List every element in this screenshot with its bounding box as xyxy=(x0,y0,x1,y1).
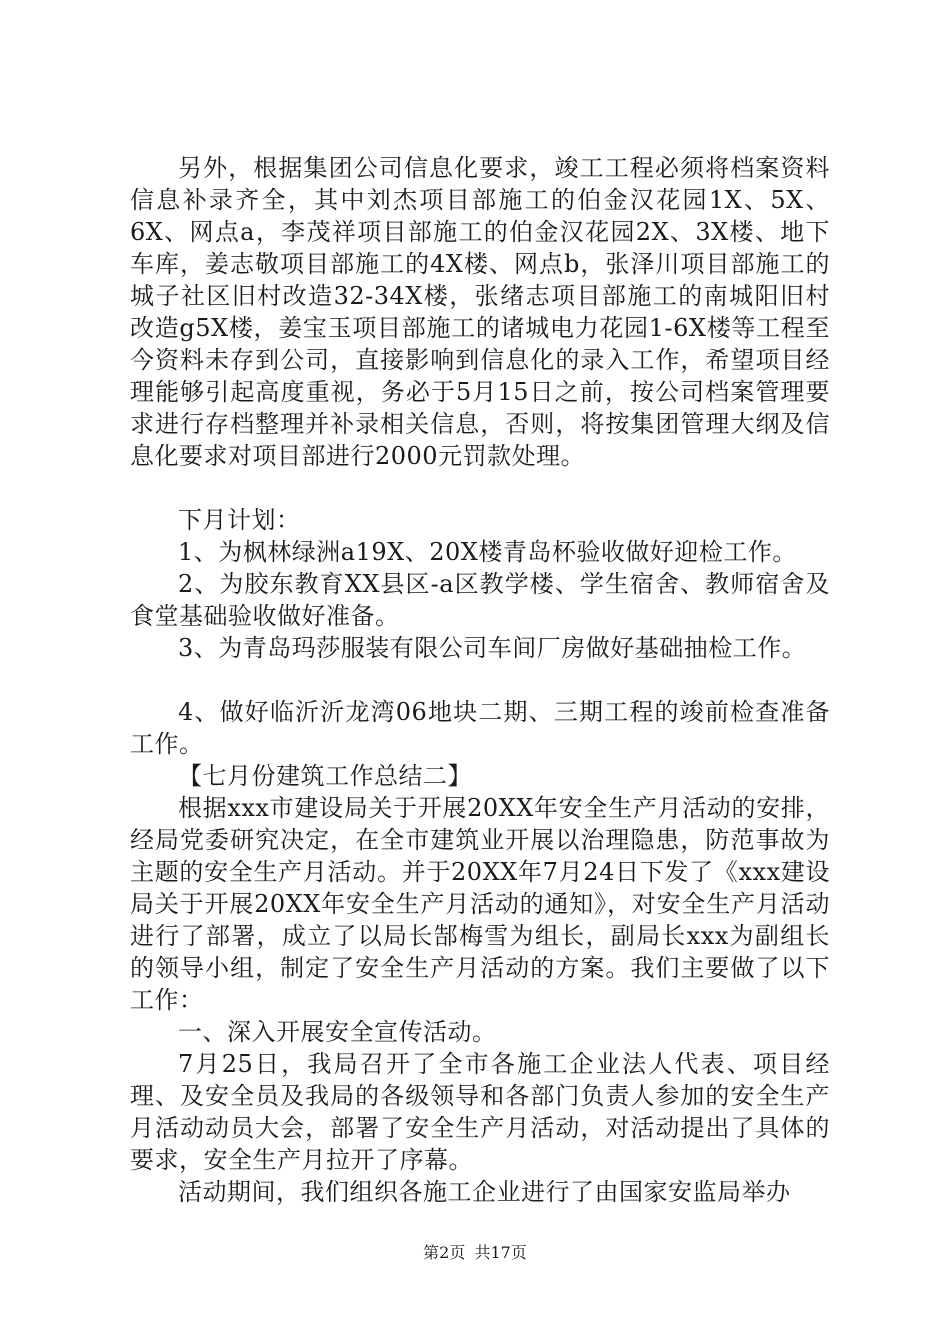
section-heading: 【七月份建筑工作总结二】 xyxy=(178,762,472,790)
paragraph-subheading-1: 一、深入开展安全宣传活动。 xyxy=(178,1018,497,1046)
page-total: 共17页 xyxy=(474,1243,527,1262)
plan-item-4: 4、做好临沂沂龙湾06地块二期、三期工程的竣前检查准备工作。 xyxy=(130,698,830,758)
paragraph-safety-month: 根据xxx市建设局关于开展20XX年安全生产月活动的安排，经局党委研究决定，在全市建筑业开展以治理隐患，防范事故为主题的安全生产月活动。并于20XX年7月24日下发了《xxx建设局关于开展20XX年安全生产月活动的通知》，对安全生产月活动进行了部署，成立了以局长郜梅雪为组长，副局长xxx为副组长的领导小组，制定了安全生产月活动的方案。我们主要做了以下工作： xyxy=(130,794,830,1014)
plan-item-1: 1、为枫林绿洲a19X、20X楼青岛杯验收做好迎检工作。 xyxy=(178,538,797,566)
document-body xyxy=(130,152,830,1208)
page-number: 第2页 xyxy=(423,1243,466,1262)
paragraph-gap xyxy=(130,472,830,504)
page-footer xyxy=(0,1243,950,1263)
paragraph-mobilization: 7月25日，我局召开了全市各施工企业法人代表、项目经理、及安全员及我局的各级领导和各部门负责人参加的安全生产月活动动员大会，部署了安全生产月活动，对活动提出了具体的要求，安全生产月拉开了序幕。 xyxy=(130,1050,830,1174)
paragraph-activities: 活动期间，我们组织各施工企业进行了由国家安监局举办 xyxy=(178,1178,791,1206)
paragraph-archive-notice: 另外，根据集团公司信息化要求，竣工工程必须将档案资料信息补录齐全，其中刘杰项目部施工的伯金汉花园1X、5X、6X、网点a，李茂祥项目部施工的伯金汉花园2X、3X楼、地下车库，姜志敬项目部施工的4X楼、网点b，张泽川项目部施工的城子社区旧村改造32-34X楼，张绪志项目部施工的南城阳旧村改造g5X楼，姜宝玉项目部施工的诸城电力花园1-6X楼等工程至今资料未存到公司，直接影响到信息化的录入工作，希望项目经理能够引起高度重视，务必于5月15日之前，按公司档案管理要求进行存档整理并补录相关信息，否则，将按集团管理大纲及信息化要求对项目部进行2000元罚款处理。 xyxy=(130,154,830,470)
plan-item-3: 3、为青岛玛莎服装有限公司车间厂房做好基础抽检工作。 xyxy=(178,634,807,662)
paragraph-gap xyxy=(130,664,830,696)
paragraph-next-month-heading: 下月计划： xyxy=(178,506,301,534)
plan-item-2: 2、为胶东教育XX县区-a区教学楼、学生宿舍、教师宿舍及食堂基础验收做好准备。 xyxy=(130,570,830,630)
